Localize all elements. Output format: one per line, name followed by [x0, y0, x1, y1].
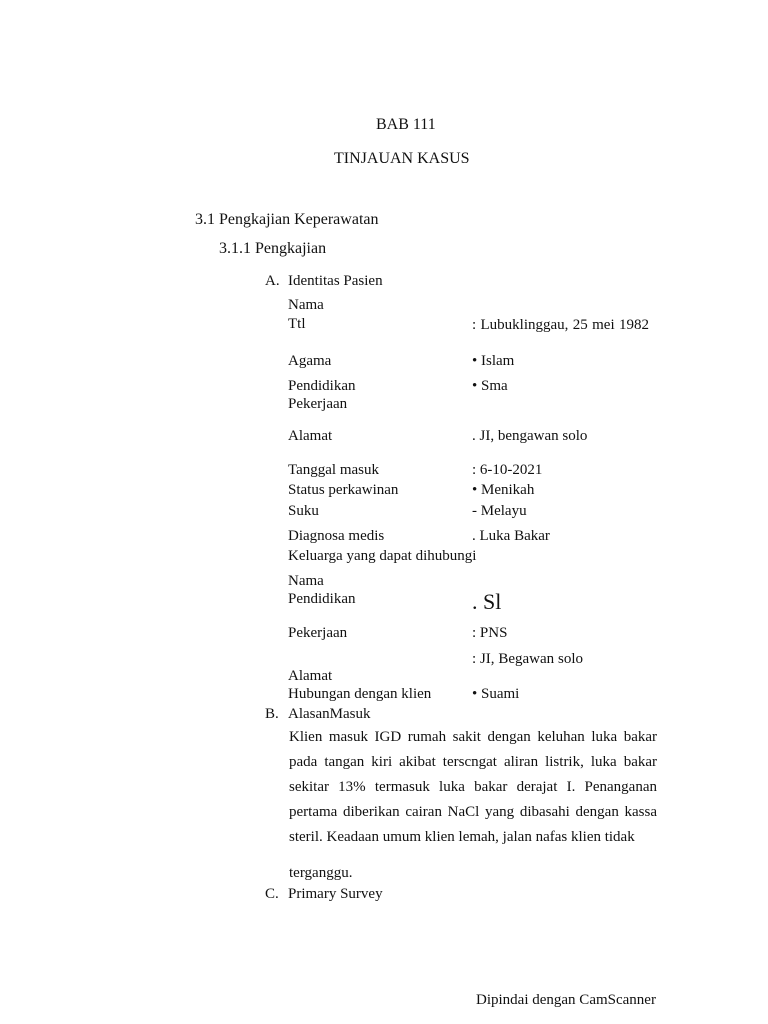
paragraph-line: pada tangan kiri akibat terscngat aliran listrik, luka bakar: [289, 754, 657, 770]
label-ttl: Ttl: [288, 316, 306, 332]
label-tanggal-masuk: Tanggal masuk: [288, 462, 380, 478]
label-status-perkawinan: Status perkawinan: [288, 482, 399, 498]
value-ttl: : Lubuklinggau, 25 mei 1982: [472, 317, 649, 333]
label-keluarga-alamat: Alamat: [288, 668, 333, 684]
value-agama: • Islam: [472, 353, 515, 369]
value-diagnosa-medis: . Luka Bakar: [472, 528, 550, 544]
section-a-marker: A.: [265, 273, 280, 289]
label-keluarga-nama: Nama: [288, 573, 324, 589]
label-keluarga-pekerjaan: Pekerjaan: [288, 625, 348, 641]
paragraph-line: sekitar 13% termasuk luka bakar derajat I. Penanganan: [289, 779, 657, 795]
label-keluarga-hubungan: Hubungan dengan klien: [288, 686, 432, 702]
paragraph-line: pertama diberikan cairan NaCl yang dibasahi dengan kassa: [289, 804, 657, 820]
value-suku: - Melayu: [472, 503, 527, 519]
label-nama: Nama: [288, 297, 324, 313]
section-a-title: Identitas Pasien: [288, 273, 383, 289]
label-pekerjaan: Pekerjaan: [288, 396, 348, 412]
label-alamat: Alamat: [288, 428, 333, 444]
paragraph-line: Klien masuk IGD rumah sakit dengan keluhan luka bakar: [289, 729, 657, 745]
section-c-marker: C.: [265, 886, 279, 902]
value-keluarga-alamat: : JI, Begawan solo: [472, 651, 583, 667]
value-alamat: . JI, bengawan solo: [472, 428, 588, 444]
value-keluarga-pendidikan: . Sl: [472, 589, 502, 614]
value-keluarga-pekerjaan: : PNS: [472, 625, 508, 641]
chapter-number: BAB 111: [376, 116, 436, 133]
label-agama: Agama: [288, 353, 332, 369]
paragraph-last-line: terganggu.: [289, 865, 353, 881]
keluarga-heading: Keluarga yang dapat dihubungi: [288, 548, 477, 564]
section-b-title: AlasanMasuk: [288, 706, 371, 722]
section-heading: 3.1 Pengkajian Keperawatan: [195, 211, 379, 228]
label-keluarga-pendidikan: Pendidikan: [288, 591, 356, 607]
value-keluarga-hubungan: • Suami: [472, 686, 520, 702]
section-c-title: Primary Survey: [288, 886, 383, 902]
alasan-masuk-paragraph: [289, 725, 657, 850]
label-suku: Suku: [288, 503, 319, 519]
value-tanggal-masuk: : 6-10-2021: [472, 462, 543, 478]
value-status-perkawinan: • Menikah: [472, 482, 535, 498]
label-diagnosa-medis: Diagnosa medis: [288, 528, 385, 544]
camscanner-footer: Dipindai dengan CamScanner: [476, 992, 656, 1008]
paragraph-line: steril. Keadaan umum klien lemah, jalan nafas klien tidak: [289, 829, 635, 845]
section-b-marker: B.: [265, 706, 279, 722]
chapter-title: TINJAUAN KASUS: [334, 150, 470, 167]
subsection-heading: 3.1.1 Pengkajian: [219, 240, 327, 257]
value-pendidikan: • Sma: [472, 378, 508, 394]
label-pendidikan: Pendidikan: [288, 378, 356, 394]
